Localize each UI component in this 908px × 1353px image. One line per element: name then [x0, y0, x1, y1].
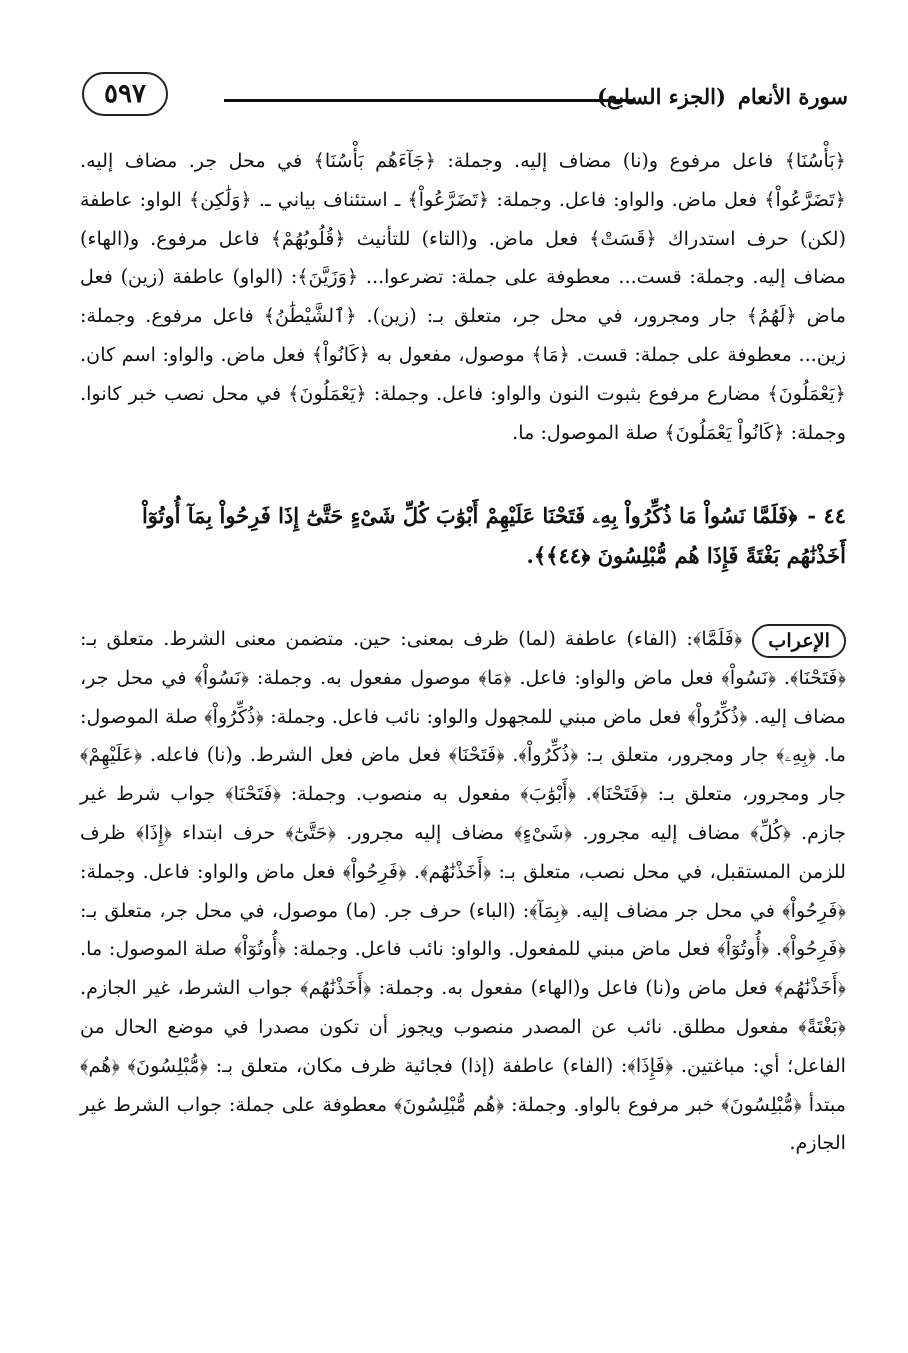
- commentary-bottom: [80, 620, 846, 1163]
- verse-number: ٤٤ -: [807, 503, 846, 528]
- commentary-top: ﴿بَأْسُنَا﴾ فاعل مرفوع و(نا) مضاف إليه. وجملة: ﴿جَآءَهُم بَأْسُنَا﴾ في محل جر. مضاف إليه. ﴿تَضَرَّعُواْ﴾ فعل ماض. والواو: فاعل. وجملة: ﴿تَضَرَّعُواْ﴾ ـ استئناف بياني ـ. ﴿وَلَٰكِن﴾ الواو: عاطفة (لكن) حرف استدراك ﴿قَسَتْ﴾ فعل ماض. و(التاء) للتأنيث ﴿قُلُوبُهُمْ﴾ فاعل مرفوع. و(الهاء) مضاف إليه. وجملة: قست... معطوفة على جملة: تضرعوا... ﴿وَزَيَّنَ﴾: (الواو) عاطفة (زين) فعل ماض ﴿لَهُمُ﴾ جار ومجرور، في محل جر، متعلق بـ: (زين). ﴿ٱلشَّيْطَٰنُ﴾ فاعل مرفوع. وجملة: زين... معطوفة على جملة: قست. ﴿مَا﴾ موصول، مفعول به ﴿كَانُواْ﴾ فعل ماض. والواو: اسم كان. ﴿يَعْمَلُونَ﴾ مضارع مرفوع بثبوت النون والواو: فاعل. وجملة: ﴿يَعْمَلُونَ﴾ في محل نصب خبر كانوا. وجملة: ﴿كَانُواْ يَعْمَلُونَ﴾ صلة الموصول: ما.: [80, 149, 846, 444]
- irab-badge: الإعراب: [752, 624, 846, 658]
- verse-text: ﴿فَلَمَّا نَسُواْ مَا ذُكِّرُواْ بِهِۦ فَتَحْنَا عَلَيْهِمْ أَبْوَٰبَ كُلِّ شَىْءٍ حَتَّىٰٓ إِذَا فَرِحُواْ بِمَآ أُوتُوٓاْ أَخَذْنَٰهُم بَغْتَةً فَإِذَا هُم مُّبْلِسُونَ ﴿٤٤﴾﴾.: [141, 503, 846, 568]
- header-title: [585, 84, 848, 109]
- irab-text: ﴿فَلَمَّا﴾: (الفاء) عاطفة (لما) ظرف بمعنى: حين. متضمن معنى الشرط. متعلق بـ: ﴿فَتَحْنَا﴾. ﴿نَسُواْ﴾ فعل ماض والواو: فاعل. ﴿مَا﴾ موصول مفعول به. وجملة: ﴿نَسُواْ﴾ في محل جر، مضاف إليه. ﴿ذُكِّرُواْ﴾ فعل ماض مبني للمجهول والواو: نائب فاعل. وجملة: ﴿ذُكِّرُواْ﴾ صلة الموصول: ما. ﴿بِهِۦ﴾ جار ومجرور، متعلق بـ: ﴿ذُكِّرُواْ﴾. ﴿فَتَحْنَا﴾ فعل ماض فعل الشرط. و(نا) فاعله. ﴿عَلَيْهِمْ﴾ جار ومجرور، متعلق بـ: ﴿فَتَحْنَا﴾. ﴿أَبْوَٰبَ﴾ مفعول به منصوب. وجملة: ﴿فَتَحْنَا﴾ جواب شرط غير جازم. ﴿كُلِّ﴾ مضاف إليه مجرور. ﴿شَىْءٍ﴾ مضاف إليه مجرور. ﴿حَتَّىٰٓ﴾ حرف ابتداء ﴿إِذَا﴾ ظرف للزمن المستقبل، في محل نصب، متعلق بـ: ﴿أَخَذْنَٰهُم﴾. ﴿فَرِحُواْ﴾ فعل ماض والواو: فاعل. وجملة: ﴿فَرِحُواْ﴾ في محل جر مضاف إليه. ﴿بِمَآ﴾: (الباء) حرف جر. (ما) موصول، في محل جر، متعلق بـ: ﴿فَرِحُواْ﴾. ﴿أُوتُوٓاْ﴾ فعل ماض مبني للمفعول. والواو: نائب فاعل. وجملة: ﴿أُوتُوٓاْ﴾ صلة الموصول: ما. ﴿أَخَذْنَٰهُم﴾ فعل ماض و(نا) فاعل و(الهاء) مفعول به. وجملة: ﴿أَخَذْنَٰهُم﴾ جواب الشرط، غير الجازم. ﴿بَغْتَةً﴾ مفعول مطلق. نائب عن المصدر منصوب ويجوز أن تكون مصدرا في موضع الحال من الفاعل؛ أي: مباغتين. ﴿فَإِذَا﴾: (الفاء) عاطفة (إذا) فجائية ظرف مكان، متعلق بـ: ﴿مُّبْلِسُونَ﴾ ﴿هُم﴾ مبتدأ ﴿مُّبْلِسُونَ﴾ خبر مرفوع بالواو. وجملة: ﴿هُم مُّبْلِسُونَ﴾ معطوفة على جملة: جواب الشرط غير الجازم.: [80, 627, 846, 1155]
- juz-label: (الجزء السابع): [597, 84, 726, 109]
- surah-name: سورة الأنعام: [737, 84, 848, 109]
- header-rule: [224, 99, 634, 102]
- quran-verse: [80, 496, 846, 576]
- page-number: ٥٩٧: [82, 72, 168, 116]
- page-header: [78, 62, 848, 128]
